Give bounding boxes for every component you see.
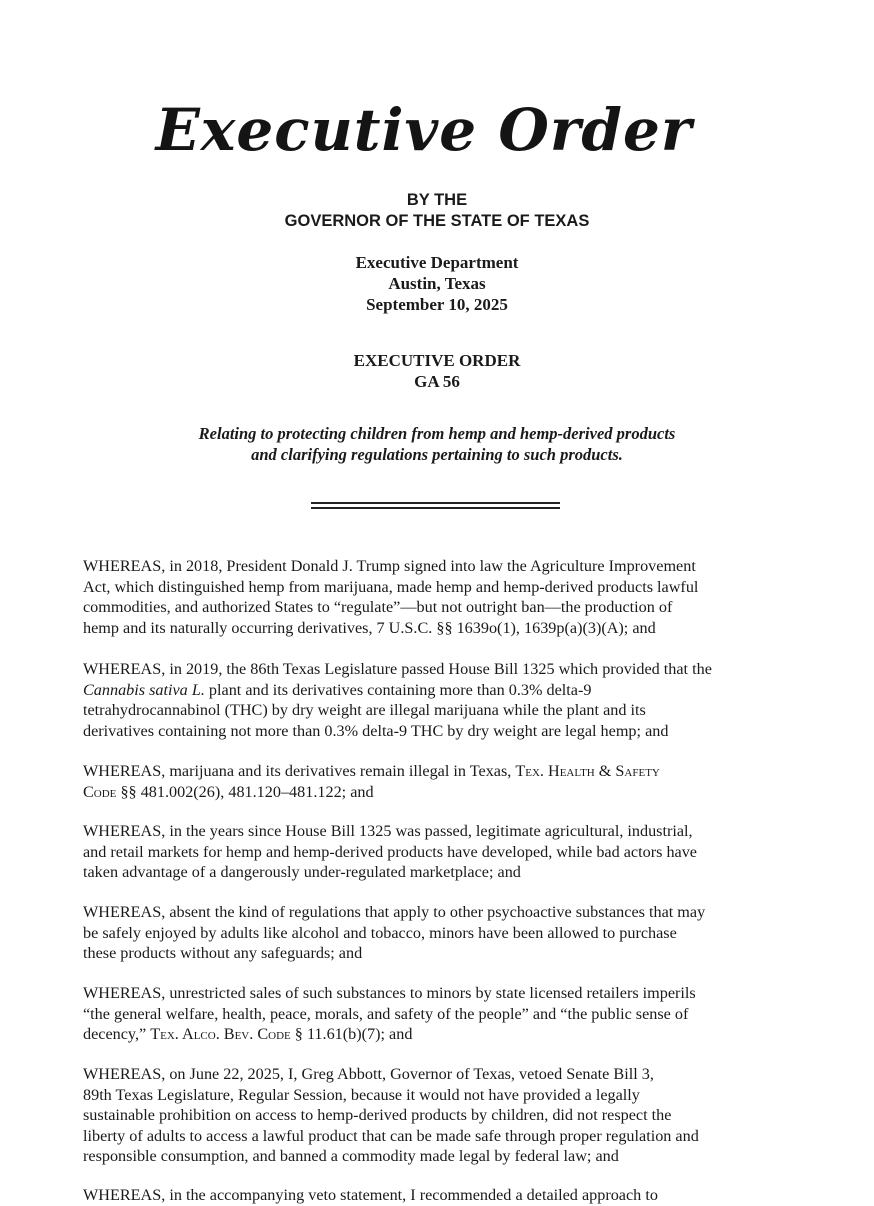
governor-line: GOVERNOR OF THE STATE OF TEXAS [284, 212, 590, 230]
order-id-block [0, 350, 874, 392]
clause-line: be safely enjoyed by adults like alcohol and tobacco, minors have been allowed to purchase [83, 923, 677, 942]
clause-text: § 11.61(b)(7); and [290, 1025, 413, 1044]
whereas-clause-8 [83, 1185, 809, 1206]
order-date: September 10, 2025 [366, 295, 508, 314]
whereas-clause-5 [83, 902, 809, 964]
department-name: Executive Department [355, 253, 519, 272]
clause-line [83, 1024, 809, 1045]
whereas-clause-4 [83, 821, 809, 883]
order-label: EXECUTIVE ORDER [353, 351, 521, 370]
blackletter-title-graphic [155, 92, 692, 172]
by-the-line: BY THE [406, 191, 468, 209]
species-name: Cannabis sativa L. [83, 680, 205, 699]
clause-line: Act, which distinguished hemp from marijuana, made hemp and hemp-derived products lawful [83, 577, 699, 596]
location: Austin, Texas [388, 274, 486, 293]
clause-line: commodities, and authorized States to “regulate”—but not outright ban—the production of [83, 598, 673, 617]
relating-to-caption [0, 423, 874, 465]
clause-line [83, 761, 809, 782]
clause-line: responsible consumption, and banned a commodity made legal by federal law; and [83, 1147, 619, 1166]
double-rule-divider [311, 502, 560, 509]
clause-line: WHEREAS, absent the kind of regulations that apply to other psychoactive substances that may [83, 903, 706, 921]
clause-line: WHEREAS, in 2018, President Donald J. Trump signed into law the Agriculture Improvement [83, 557, 696, 575]
clause-line: WHEREAS, in 2019, the 86th Texas Legislature passed House Bill 1325 which provided that the [83, 660, 712, 678]
clause-line: derivatives containing not more than 0.3% delta-9 THC by dry weight are legal hemp; and [83, 721, 669, 740]
whereas-clause-7 [83, 1064, 809, 1167]
relating-line-1: Relating to protecting children from hemp and hemp-derived products [198, 424, 676, 443]
whereas-clause-6 [83, 983, 809, 1045]
by-governor-heading [0, 190, 874, 232]
clause-line: taken advantage of a dangerously under-regulated marketplace; and [83, 863, 521, 882]
whereas-clause-1 [83, 556, 809, 638]
clause-line: tetrahydrocannabinol (THC) by dry weight are illegal marijuana while the plant and its [83, 701, 646, 720]
clause-line: WHEREAS, unrestricted sales of such substances to minors by state licensed retailers imperils [83, 984, 696, 1002]
clause-line: WHEREAS, in the years since House Bill 1325 was passed, legitimate agricultural, industrial, [83, 822, 693, 840]
clause-line: WHEREAS, in the accompanying veto statement, I recommended a detailed approach to [83, 1186, 658, 1204]
clause-line: these products without any safeguards; and [83, 944, 363, 963]
clause-text: plant and its derivatives containing more than 0.3% delta-9 [204, 680, 592, 699]
department-block [0, 252, 874, 315]
clause-line: liberty of adults to access a lawful product that can be made safe through proper regulation and [83, 1126, 699, 1145]
clause-line: 89th Texas Legislature, Regular Session, because it would not have provided a legally [83, 1085, 640, 1104]
whereas-clause-3 [83, 761, 809, 802]
clause-line: WHEREAS, on June 22, 2025, I, Greg Abbott, Governor of Texas, vetoed Senate Bill 3, [83, 1065, 654, 1083]
title-text: Executive Order [155, 96, 692, 164]
clause-line: sustainable prohibition on access to hemp-derived products by children, did not respect the [83, 1106, 672, 1125]
statute-citation: Tex. Health & Safety [515, 762, 660, 780]
clause-line [83, 680, 809, 701]
order-number: GA 56 [414, 372, 460, 391]
clause-line: and retail markets for hemp and hemp-derived products have developed, while bad actors have [83, 842, 697, 861]
clause-line: “the general welfare, health, peace, morals, and safety of the people” and “the public sense of [83, 1004, 689, 1023]
document-title [0, 92, 847, 172]
whereas-clause-2 [83, 659, 809, 741]
relating-line-2: and clarifying regulations pertaining to such products. [251, 445, 623, 464]
clause-line [83, 782, 809, 803]
clause-text: §§ 481.002(26), 481.120–481.122; and [116, 782, 374, 801]
clause-text: WHEREAS, marijuana and its derivatives remain illegal in Texas, [83, 762, 516, 780]
clause-line: hemp and its naturally occurring derivatives, 7 U.S.C. §§ 1639o(1), 1639p(a)(3)(A); and [83, 618, 656, 637]
statute-citation: Tex. Alco. Bev. Code [150, 1025, 291, 1044]
clause-text: decency,” [83, 1025, 151, 1044]
statute-citation: Code [83, 782, 117, 801]
